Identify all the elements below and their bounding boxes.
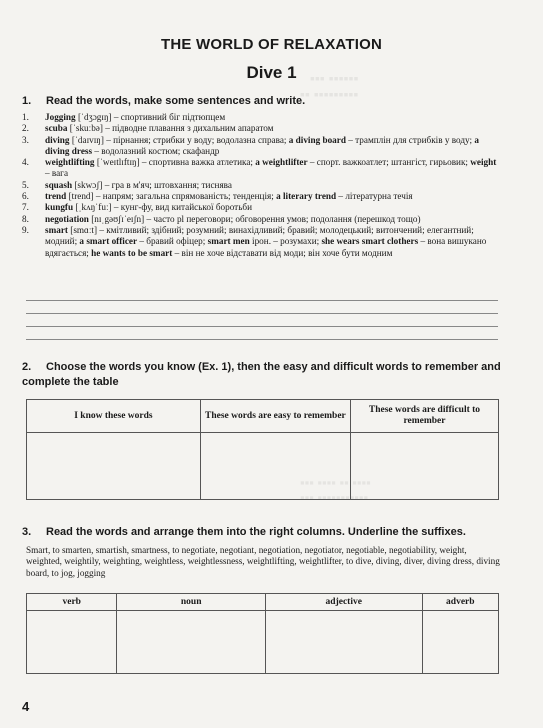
column-header: These words are difficult to remember [350,400,498,433]
vocab-item: 8. negotiation [nɪˌgəʊʃɪˈeɪʃn] – часто pl переговори; обговорення умов; подолання (перешкод тощо) [22,213,421,224]
bleed-through-decoration: ▪▪▪ ▪▪▪▪ ▪▪ ▪▪▪▪ [300,475,371,490]
task1-heading [22,94,522,109]
column-header: noun [117,594,265,611]
vocabulary-list [22,112,502,259]
table-cell[interactable] [265,611,422,674]
table-cell[interactable] [350,433,498,500]
table-cell[interactable] [27,611,117,674]
vocab-item: 3. diving [ˈdaɪvɪŋ] – пірнання; стрибки у воду; водолазна справа; a diving board – трамплін для стрибків у воду; a diving dress – водолазний костюм; скафандр [22,134,479,156]
vocab-item: 4. weightlifting [ˈweɪtlɪftɪŋ] – спортивна важка атлетика; a weightlifter – спорт. важкоатлет; штангіст, гирьовик; weight – вага [22,157,497,179]
vocab-item: 9. smart [smɑːt] – кмітливий; здібний; розумний; винахідливий; бравий; молодецький; витончений; елегантний; модний; a smart officer – бравий офіцер; smart men ірон. – розумахи; she wears smart clothers – вона вишукано вдягається; he wants to be smart – він не хоче відставати від моди; він хоче бути модним [22,224,487,258]
column-header: These words are easy to remember [200,400,350,433]
vocab-item: 6. trend [trend] – напрям; загальна спрямованість; тенденція; a literary trend – літературна течія [22,191,413,202]
column-header: adjective [265,594,422,611]
writing-line[interactable] [26,314,498,327]
writing-line[interactable] [26,288,498,301]
vocab-item: 7. kungfu [ˌkʌŋˈfuː] – кунг-фу, вид китайської боротьби [22,202,252,213]
page-title: THE WORLD OF RELAXATION [161,36,382,53]
parts-of-speech-table [26,593,499,674]
table-cell[interactable] [200,433,350,500]
bleed-through-decoration: ▪▪▪ ▪▪▪▪▪▪▪▪▪▪▪ [300,490,369,505]
column-header: adverb [422,594,498,611]
column-header: verb [27,594,117,611]
bleed-through-decoration: ▪▪▪ ▪▪▪▪▪▪ [310,70,359,86]
task2-number: 2. [22,361,32,373]
task3-number: 3. [22,526,32,538]
table-cell[interactable] [27,433,201,500]
writing-line[interactable] [26,301,498,314]
vocab-item: 5. squash [skwɔʃ] – гра в м'яч; штовхання; тиснява [22,179,232,190]
writing-lines [26,288,498,340]
bleed-through-decoration: ▪▪ ▪▪▪▪▪▪▪▪▪ [300,86,359,102]
task2-heading [22,360,522,390]
vocab-item: 2. scuba [ˈskuːbə] – підводне плавання з дихальним апаратом [22,123,274,134]
word-bank: Smart, to smarten, smartish, smartness, to negotiate, negotiant, negotiation, negotiator, negotiable, negotiability, weight, weighted, weightily, weighting, weightless, weightlessness, weightlifting, weightlifter, to dive, diving, diver, diving dress, diving board, to jog, jogging [26,545,500,578]
vocab-item: 1. Jogging [ˈdʒɔgɪŋ] – спортивний біг підтюпцем [22,112,226,122]
task3-instruction: Read the words and arrange them into the right columns. Underline the suffixes. [46,526,466,538]
task2-instruction: Choose the words you know (Ex. 1), then the easy and difficult words to remember and complete the table [22,361,501,388]
table-cell[interactable] [422,611,498,674]
column-header: I know these words [27,400,201,433]
task1-instruction: Read the words, make some sentences and write. [46,95,306,107]
table-cell[interactable] [117,611,265,674]
task1-number: 1. [22,95,32,107]
section-subtitle: Dive 1 [246,63,297,82]
words-table [26,399,499,500]
task3-heading [22,525,522,540]
page-number: 4 [22,699,30,714]
writing-line[interactable] [26,327,498,340]
